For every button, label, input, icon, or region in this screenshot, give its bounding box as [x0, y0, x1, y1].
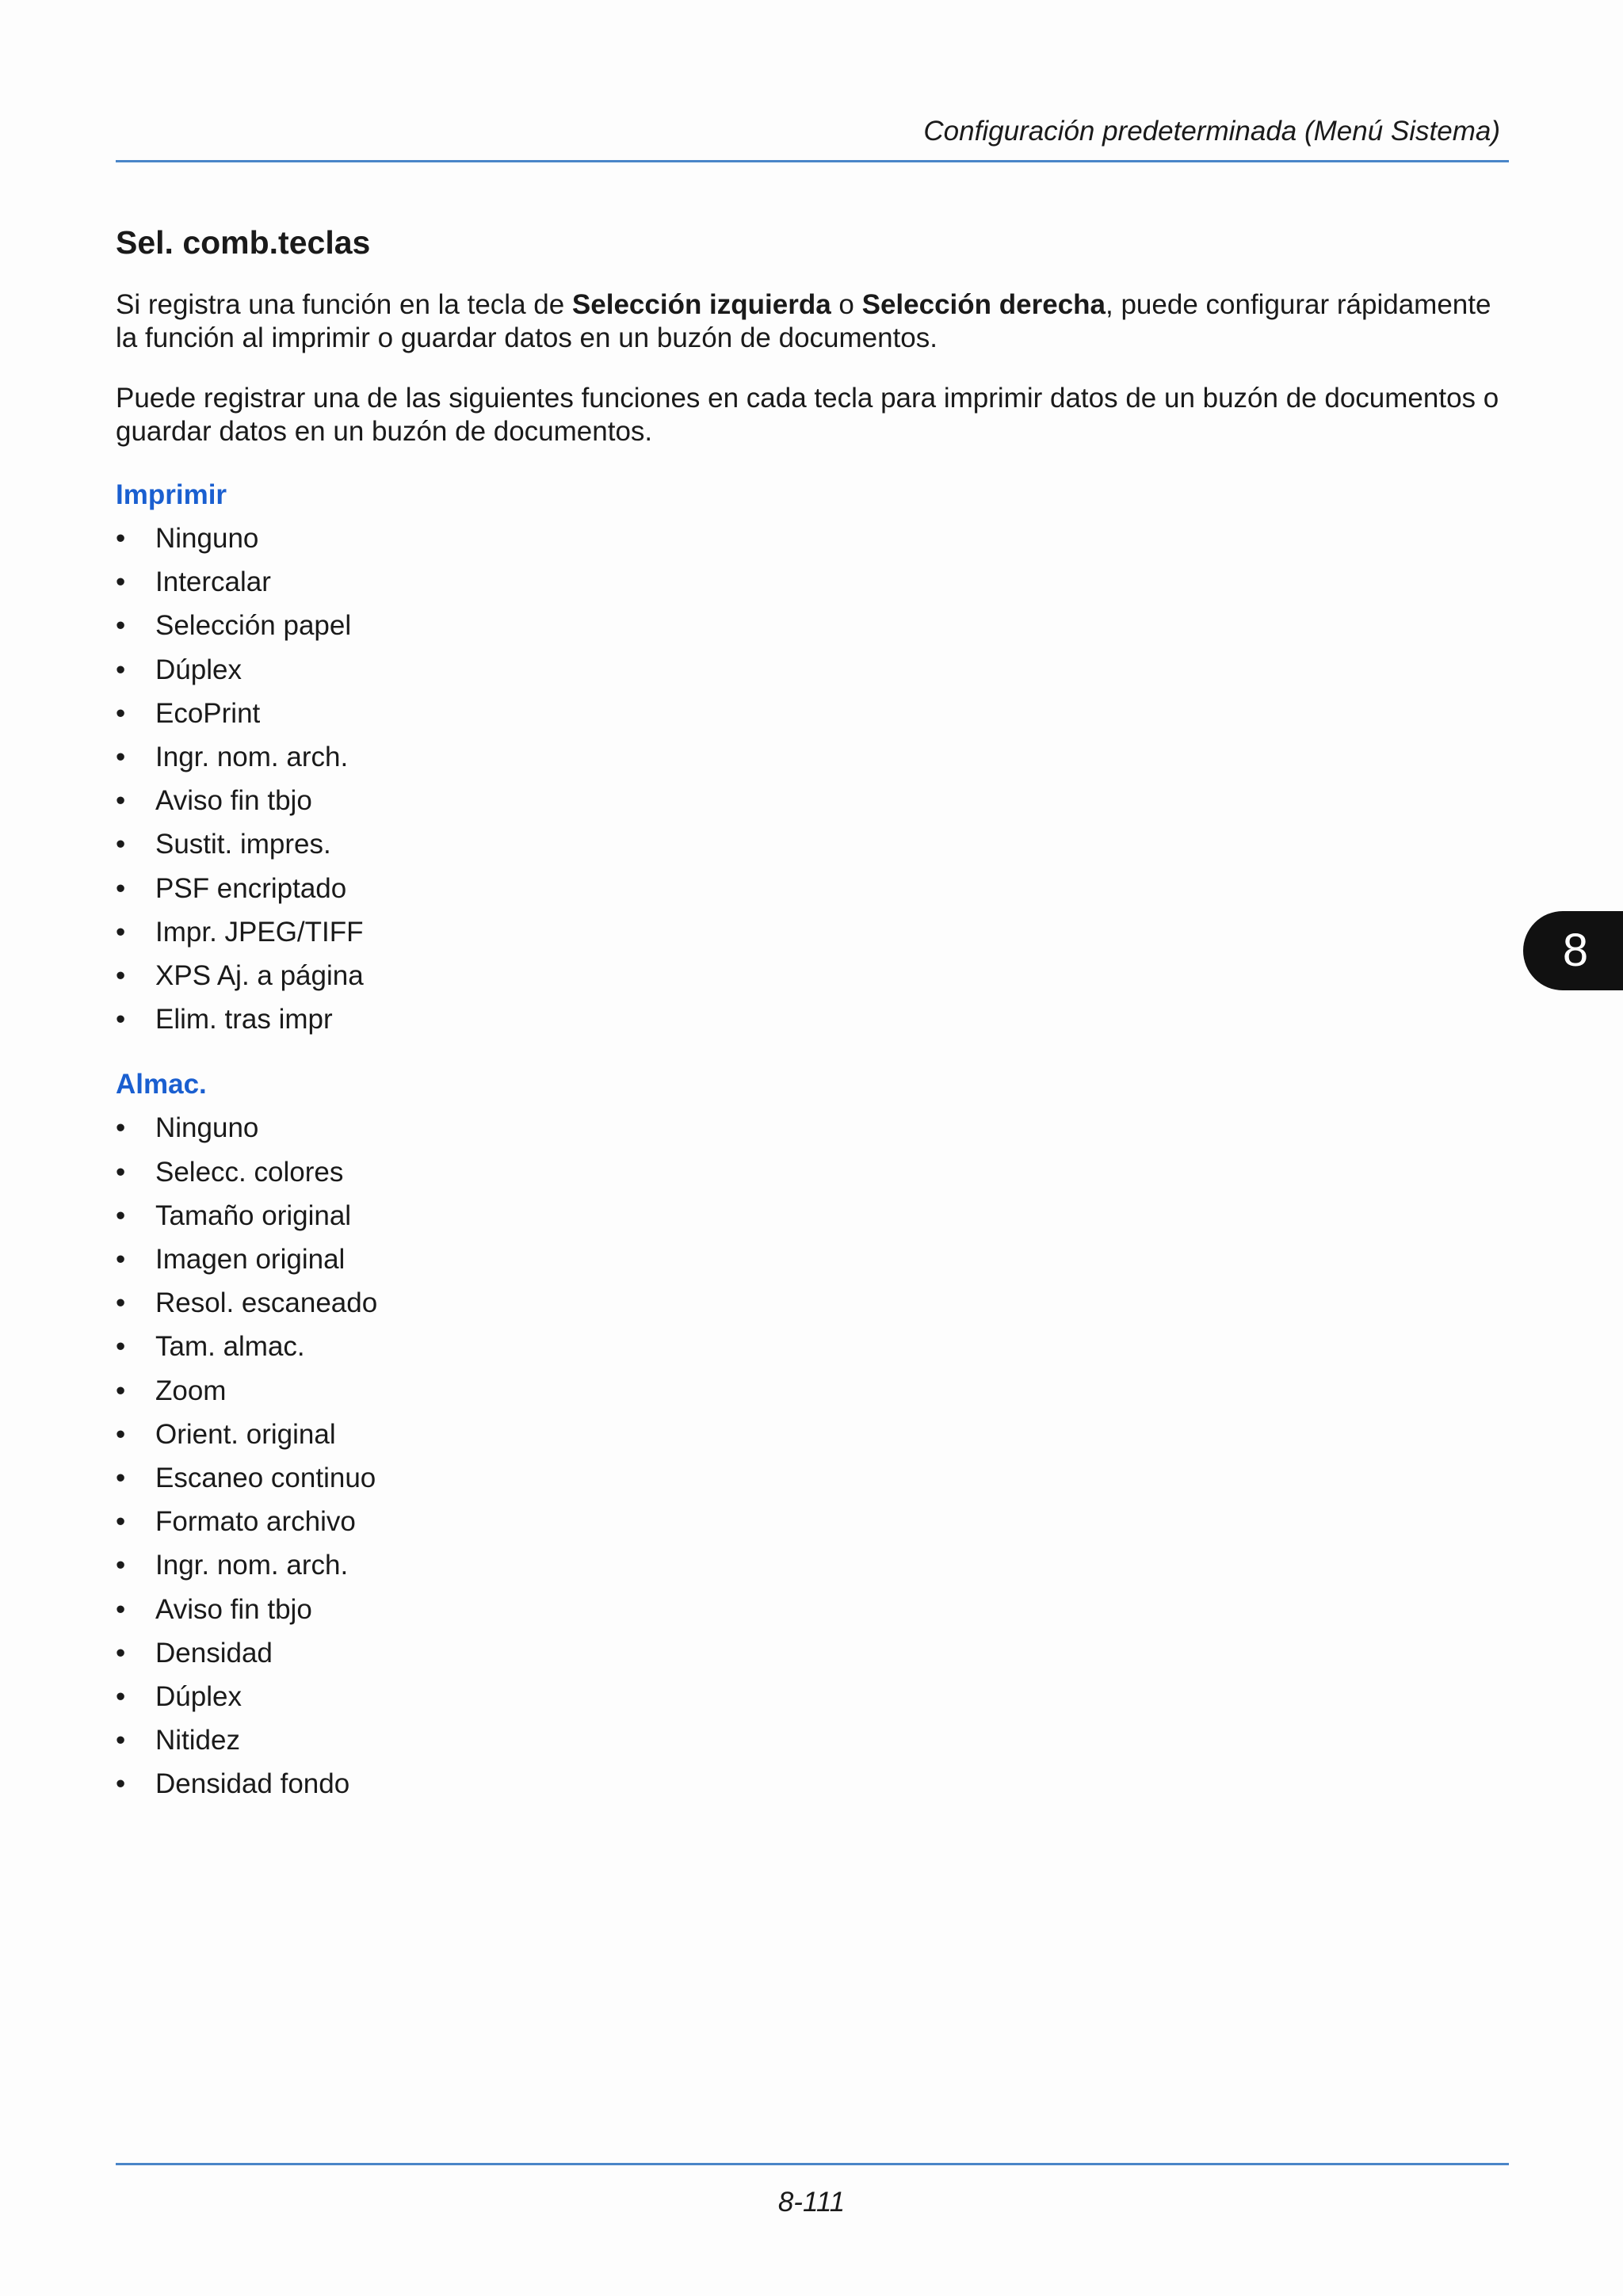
list-item: • EcoPrint [116, 692, 1509, 735]
intro-text-2: o [831, 289, 862, 320]
list-item: • XPS Aj. a página [116, 954, 1509, 997]
list-item: • Aviso fin tbjo [116, 779, 1509, 822]
list-item: • Tam. almac. [116, 1325, 1509, 1368]
list-item: • Escaneo continuo [116, 1456, 1509, 1500]
list-item: • Ninguno [116, 517, 1509, 560]
list-item: • Imagen original [116, 1238, 1509, 1281]
list-item: • Dúplex [116, 1675, 1509, 1718]
section-title: Sel. comb.teclas [116, 224, 371, 261]
list-item: • Ingr. nom. arch. [116, 735, 1509, 779]
intro-bold-left-key: Selección izquierda [571, 289, 831, 320]
list-item: • Formato archivo [116, 1500, 1509, 1543]
almac-list [116, 1106, 1509, 1806]
footer-rule [116, 2163, 1509, 2165]
list-item: • Sustit. impres. [116, 822, 1509, 866]
page-number: 8-111 [777, 2187, 846, 2218]
running-header: Configuración predeterminada (Menú Sistema) [923, 116, 1500, 147]
list-item: • Resol. escaneado [116, 1281, 1509, 1325]
header-rule [116, 160, 1509, 162]
list-item: • Elim. tras impr [116, 997, 1509, 1041]
page-content [116, 220, 1509, 1830]
list-item: • Intercalar [116, 560, 1509, 604]
list-item: • Selección papel [116, 604, 1509, 647]
list-item: • Nitidez [116, 1718, 1509, 1762]
imprimir-heading: Imprimir [116, 479, 227, 510]
list-item: • Zoom [116, 1369, 1509, 1413]
almac-heading: Almac. [116, 1069, 207, 1100]
functions-paragraph: Puede registrar una de las siguientes funciones en cada tecla para imprimir datos de un buzón de documentos o guardar datos en un buzón de documentos. [116, 383, 1499, 447]
list-item: • Dúplex [116, 648, 1509, 692]
list-item: • Densidad [116, 1631, 1509, 1675]
list-item: • Aviso fin tbjo [116, 1588, 1509, 1631]
list-item: • PSF encriptado [116, 867, 1509, 910]
list-item: • Tamaño original [116, 1194, 1509, 1238]
list-item: • Impr. JPEG/TIFF [116, 910, 1509, 954]
list-item: • Ingr. nom. arch. [116, 1543, 1509, 1587]
list-item: • Selecc. colores [116, 1150, 1509, 1194]
list-item: • Ninguno [116, 1106, 1509, 1150]
intro-bold-right-key: Selección derecha [861, 289, 1106, 320]
intro-paragraph [116, 288, 1509, 355]
list-item: • Densidad fondo [116, 1762, 1509, 1806]
list-item: • Orient. original [116, 1413, 1509, 1456]
intro-text-1: Si registra una función en la tecla de [116, 289, 572, 320]
imprimir-list [116, 517, 1509, 1041]
chapter-tab: 8 [1523, 911, 1623, 990]
intro-text-3: , puede configurar rápidamente la función al imprimir o guardar datos en un buzón de documentos. [116, 289, 1491, 353]
